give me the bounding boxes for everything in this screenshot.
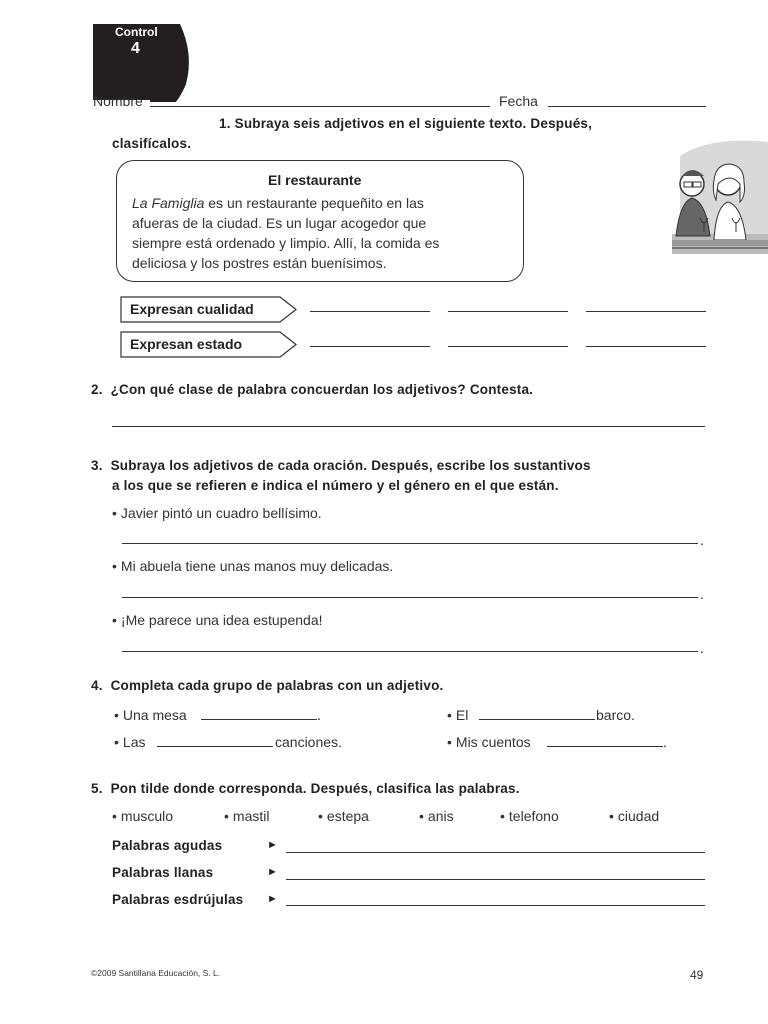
ex2-answer-line[interactable]: [112, 426, 705, 427]
palabras-agudas-label: Palabras agudas: [112, 838, 223, 853]
ex5-word-2: • mastil: [224, 808, 269, 824]
estado-line-1[interactable]: [310, 346, 430, 347]
ex5-word-1: • musculo: [112, 808, 173, 824]
ex4-blank-1[interactable]: [201, 719, 317, 720]
ex3-sentence-3: • ¡Me parece una idea estupenda!: [112, 612, 323, 628]
arrow-icon: ►: [267, 839, 278, 851]
ex5-word-3: • estepa: [318, 808, 369, 824]
ex4-item-3-end: canciones.: [275, 734, 342, 750]
cualidad-line-3[interactable]: [586, 311, 706, 312]
ex5-word-5: • telefono: [500, 808, 559, 824]
ex3-answer-line-2[interactable]: [122, 597, 698, 598]
ex3-period-1: .: [700, 532, 704, 548]
ex3-instruction-line1: 3. Subraya los adjetivos de cada oración. Después, escribe los sustantivos: [91, 458, 591, 473]
palabras-esdrujulas-label: Palabras esdrújulas: [112, 892, 244, 907]
fecha-line[interactable]: [548, 106, 706, 107]
ex3-answer-line-1[interactable]: [122, 543, 698, 544]
ex4-blank-2[interactable]: [479, 719, 595, 720]
ex3-period-2: .: [700, 586, 704, 602]
ex3-sentence-2: • Mi abuela tiene unas manos muy delicadas.: [112, 558, 393, 574]
ex4-item-1-end: .: [317, 707, 321, 723]
estado-line-3[interactable]: [586, 346, 706, 347]
label-expresan-cualidad: Expresan cualidad: [120, 296, 300, 322]
ex4-item-1: • Una mesa: [114, 707, 187, 723]
nombre-line[interactable]: [150, 106, 490, 107]
label-expresan-estado: Expresan estado: [120, 331, 300, 357]
arrow-icon: ►: [267, 866, 278, 878]
box-text: La Famiglia es un restaurante pequeñito en las afueras de la ciudad. Es un lugar acogedor que siempre está ordenado y limpio. Allí, la comida es deliciosa y los postres están buenísimos.: [132, 195, 440, 271]
control-number: 4: [131, 40, 140, 57]
ex3-instruction-line2: a los que se refieren e indica el número y el género en el que están.: [112, 478, 559, 493]
estado-line-2[interactable]: [448, 346, 568, 347]
ex4-blank-3[interactable]: [157, 746, 273, 747]
box-title: El restaurante: [268, 172, 362, 188]
ex4-item-2: • El: [447, 707, 468, 723]
ex5-word-4: • anis: [419, 808, 454, 824]
page-number: 49: [690, 968, 704, 982]
ex4-instruction: 4. Completa cada grupo de palabras con un adjetivo.: [91, 678, 444, 693]
box-text-italic: La Famiglia: [132, 195, 205, 211]
ex4-item-2-end: barco.: [596, 707, 635, 723]
ex5-instruction: 5. Pon tilde donde corresponda. Después, clasifica las palabras.: [91, 781, 520, 796]
control-label: Control: [115, 25, 158, 39]
ex3-answer-line-3[interactable]: [122, 651, 698, 652]
arrow-icon: ►: [267, 893, 278, 905]
ex4-item-3: • Las: [114, 734, 145, 750]
agudas-line[interactable]: [286, 852, 705, 853]
esdrujulas-line[interactable]: [286, 905, 705, 906]
ex2-instruction: 2. ¿Con qué clase de palabra concuerdan los adjetivos? Contesta.: [91, 382, 534, 397]
cualidad-line-1[interactable]: [310, 311, 430, 312]
fecha-label: Fecha: [499, 93, 538, 109]
ex3-period-3: .: [700, 640, 704, 656]
llanas-line[interactable]: [286, 879, 705, 880]
ex5-word-6: • ciudad: [609, 808, 659, 824]
palabras-llanas-label: Palabras llanas: [112, 865, 214, 880]
cualidad-line-2[interactable]: [448, 311, 568, 312]
ex4-item-4: • Mis cuentos: [447, 734, 531, 750]
ex1-instruction-line1: 1. Subraya seis adjetivos en el siguiente texto. Después,: [219, 116, 593, 131]
ex4-item-4-end: .: [663, 734, 667, 750]
nombre-label: Nombre: [93, 93, 143, 109]
ex4-blank-4[interactable]: [547, 746, 663, 747]
copyright: ©2009 Santillana Educación, S. L.: [91, 968, 221, 978]
ex3-sentence-1: • Javier pintó un cuadro bellísimo.: [112, 505, 322, 521]
diners-illustration: [670, 136, 768, 264]
ex1-instruction-line2: clasifícalos.: [112, 136, 192, 151]
